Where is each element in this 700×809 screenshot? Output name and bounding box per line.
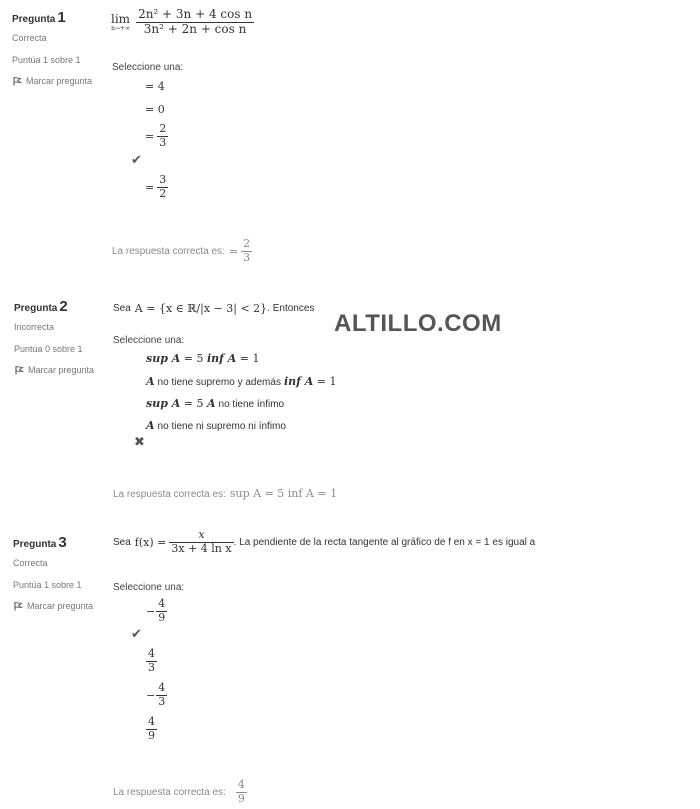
question-2-correct-answer bbox=[113, 487, 337, 500]
stem-denominator: 3x + 4 ln x bbox=[171, 541, 232, 555]
question-3-option-2[interactable]: $\frac{4}{3}$ bbox=[148, 647, 155, 674]
question-3-option-3[interactable]: − $\frac{4}{3}$ bbox=[146, 681, 166, 708]
question-title-word: Pregunta bbox=[13, 539, 57, 550]
question-1-title bbox=[12, 9, 66, 26]
question-1-option-4[interactable]: = $\frac{3}{2}$ bbox=[145, 173, 167, 200]
expression-denominator: 3n² + 2n + cos n bbox=[143, 21, 247, 36]
question-1-correct-answer: La respuesta correcta es: = $\frac{2}{3}$ bbox=[112, 237, 251, 264]
flag-label: Marcar pregunta bbox=[28, 365, 95, 375]
incorrect-cross-icon: ✖ bbox=[134, 434, 145, 449]
answer-value: sup A = 5 inf A = 1 bbox=[229, 487, 338, 500]
limit-expression bbox=[136, 8, 254, 37]
stem-numerator: x bbox=[198, 528, 205, 541]
question-3-status: Correcta bbox=[13, 558, 48, 568]
question-2-option-1[interactable]: sup A = 5 inf A = 1 bbox=[146, 352, 260, 365]
question-2-select-label: Seleccione una: bbox=[113, 335, 185, 346]
question-2-stem bbox=[113, 302, 314, 315]
question-3-flag-button[interactable] bbox=[13, 601, 93, 611]
question-1-score: Puntúa 1 sobre 1 bbox=[12, 55, 81, 65]
question-2-option-3[interactable]: sup A = 5 A no tiene ínfimo bbox=[146, 397, 285, 410]
answer-prefix: La respuesta correcta es: bbox=[112, 245, 225, 257]
stem-fraction bbox=[169, 529, 233, 555]
stem-set: A = {x ∈ ℝ/|x − 3| < 2} bbox=[134, 302, 268, 315]
question-number: 1 bbox=[57, 9, 66, 26]
question-3-title bbox=[13, 534, 67, 551]
question-1-option-2[interactable]: = 0 bbox=[145, 103, 165, 116]
watermark: ALTILLO.COM bbox=[334, 310, 502, 337]
question-1-option-3[interactable]: = $\frac{2}{3}$ bbox=[145, 122, 167, 149]
stem-suffix: . La pendiente de la recta tangente al gráfico de f en x = 1 es igual a bbox=[233, 536, 536, 548]
question-title-word: Pregunta bbox=[14, 303, 58, 314]
question-2-title bbox=[14, 298, 68, 315]
question-1-select-label: Seleccione una: bbox=[112, 62, 184, 73]
question-3-stem bbox=[113, 529, 535, 555]
flag-label: Marcar pregunta bbox=[26, 76, 93, 86]
question-2-option-2[interactable]: A no tiene supremo y además inf A = 1 bbox=[146, 375, 337, 388]
stem-suffix: . Entonces bbox=[267, 303, 315, 314]
question-number: 2 bbox=[59, 298, 68, 315]
question-2-option-4[interactable]: A no tiene ni supremo ni ínfimo bbox=[146, 419, 286, 432]
question-1-flag-button[interactable] bbox=[12, 76, 92, 86]
stem-prefix: Sea bbox=[113, 303, 131, 314]
stem-function: f(x) = bbox=[134, 535, 167, 549]
expression-numerator: 2n² + 3n + 4 cos n bbox=[138, 7, 253, 21]
question-number: 3 bbox=[58, 534, 67, 551]
limit-subscript: n→+∞ bbox=[111, 25, 130, 33]
question-1-stem bbox=[111, 8, 254, 37]
question-1-option-1[interactable]: = 4 bbox=[145, 80, 165, 93]
flag-label: Marcar pregunta bbox=[27, 601, 94, 611]
correct-check-icon: ✔ bbox=[131, 626, 142, 641]
question-3-score: Puntúa 1 sobre 1 bbox=[13, 580, 82, 590]
question-title-word: Pregunta bbox=[12, 14, 56, 25]
stem-prefix: Sea bbox=[113, 536, 131, 548]
question-2-status: Incorrecta bbox=[14, 322, 55, 332]
flag-icon bbox=[14, 365, 24, 375]
answer-prefix: La respuesta correcta es: bbox=[113, 786, 226, 798]
question-3-option-1[interactable]: − $\frac{4}{9}$ bbox=[146, 597, 166, 624]
question-2-flag-button[interactable] bbox=[14, 365, 94, 375]
question-1-status: Correcta bbox=[12, 33, 47, 43]
question-3-option-4[interactable]: $\frac{4}{9}$ bbox=[148, 715, 155, 742]
question-3-correct-answer: La respuesta correcta es: $\frac{4}{9}$ bbox=[113, 778, 245, 805]
flag-icon bbox=[12, 76, 22, 86]
correct-check-icon: ✔ bbox=[131, 152, 142, 167]
flag-icon bbox=[13, 601, 23, 611]
question-2-score: Puntúa 0 sobre 1 bbox=[14, 344, 83, 354]
question-3-select-label: Seleccione una: bbox=[113, 582, 185, 593]
limit-label: lim bbox=[111, 12, 131, 27]
answer-prefix: La respuesta correcta es: bbox=[113, 489, 226, 500]
